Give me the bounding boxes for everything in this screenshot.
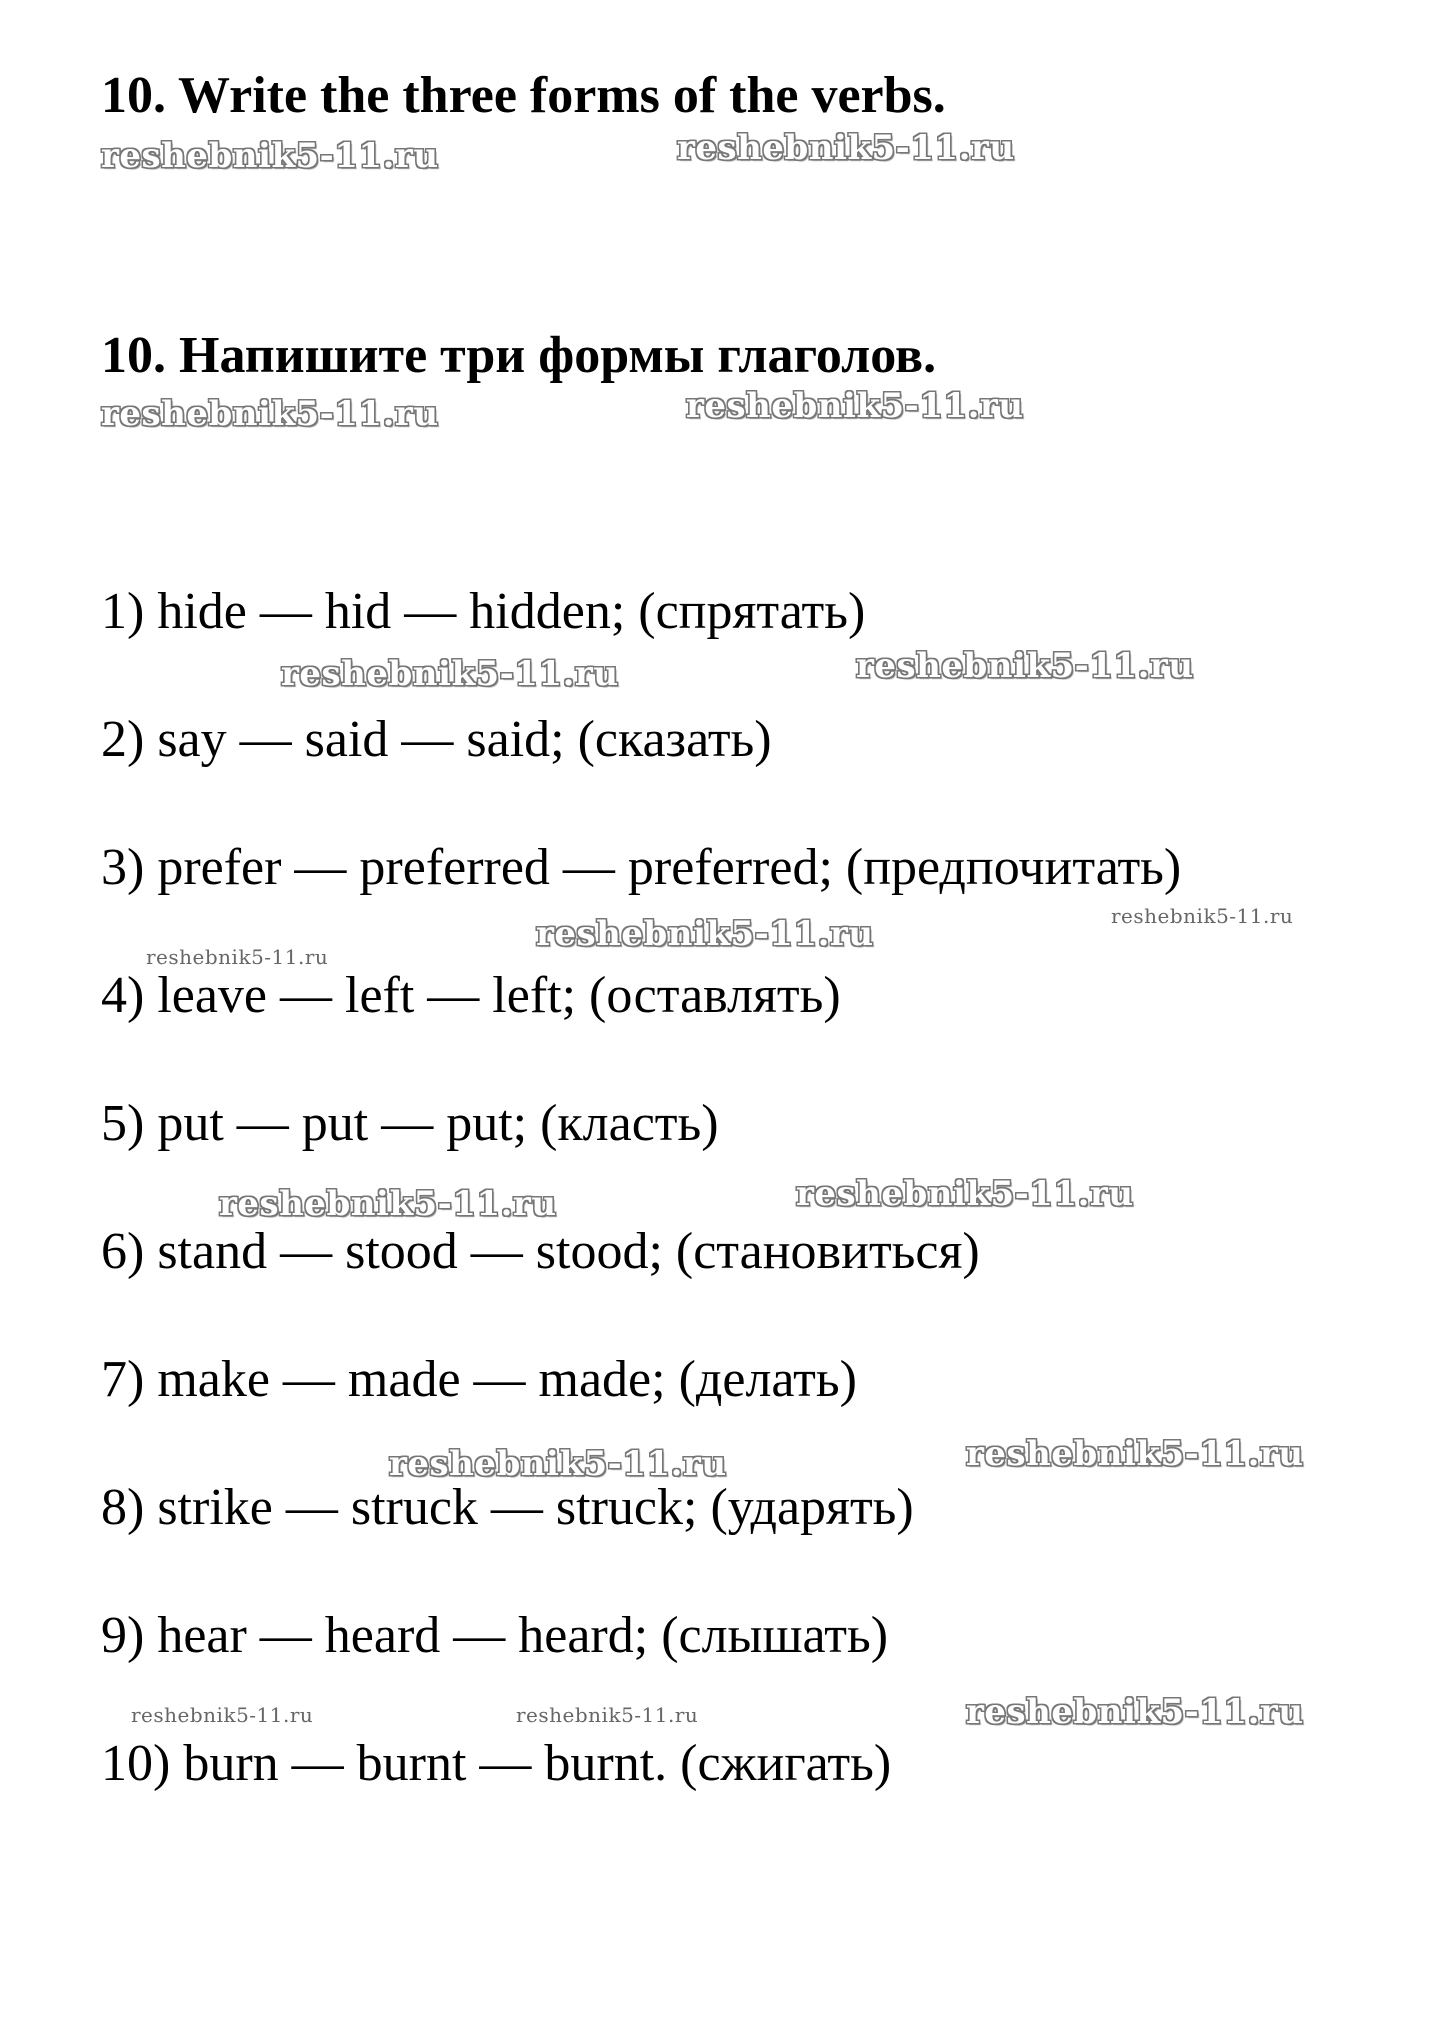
watermark: reshebnik5-11.ru xyxy=(516,1703,699,1727)
exercise-heading-russian: 10. Напишите три формы глаголов. xyxy=(101,327,937,384)
answer-line-1: 1) hide — hid — hidden; (спрятать) xyxy=(101,583,866,640)
answer-line-3: 3) prefer — preferred — preferred; (предпочитать) xyxy=(101,839,1182,896)
answer-line-2: 2) say — said — said; (сказать) xyxy=(101,711,772,768)
watermark: reshebnik5-11.ru xyxy=(146,945,329,969)
watermark: reshebnik5-11.ru xyxy=(131,1703,314,1727)
watermark: reshebnik5-11.ru xyxy=(1111,904,1294,928)
watermark: reshebnik5-11.ru xyxy=(219,1184,557,1224)
watermark: reshebnik5-11.ru xyxy=(796,1174,1134,1214)
answer-line-7: 7) make — made — made; (делать) xyxy=(101,1351,857,1408)
watermark: reshebnik5-11.ru xyxy=(966,1434,1304,1474)
answer-line-5: 5) put — put — put; (класть) xyxy=(101,1095,719,1152)
answer-line-8: 8) strike — struck — struck; (ударять) xyxy=(101,1479,914,1536)
watermark: reshebnik5-11.ru xyxy=(966,1692,1304,1732)
watermark: reshebnik5-11.ru xyxy=(856,646,1194,686)
watermark: reshebnik5-11.ru xyxy=(281,654,619,694)
watermark: reshebnik5-11.ru xyxy=(389,1444,727,1484)
watermark: reshebnik5-11.ru xyxy=(101,394,439,434)
answer-line-4: 4) leave — left — left; (оставлять) xyxy=(101,967,841,1024)
watermark: reshebnik5-11.ru xyxy=(536,914,874,954)
watermark: reshebnik5-11.ru xyxy=(677,128,1015,168)
answer-line-6: 6) stand — stood — stood; (становиться) xyxy=(101,1223,980,1280)
watermark: reshebnik5-11.ru xyxy=(686,386,1024,426)
answer-line-10: 10) burn — burnt — burnt. (сжигать) xyxy=(101,1735,892,1792)
exercise-heading-english: 10. Write the three forms of the verbs. xyxy=(101,67,946,124)
answer-line-9: 9) hear — heard — heard; (слышать) xyxy=(101,1607,889,1664)
watermark: reshebnik5-11.ru xyxy=(101,136,439,176)
